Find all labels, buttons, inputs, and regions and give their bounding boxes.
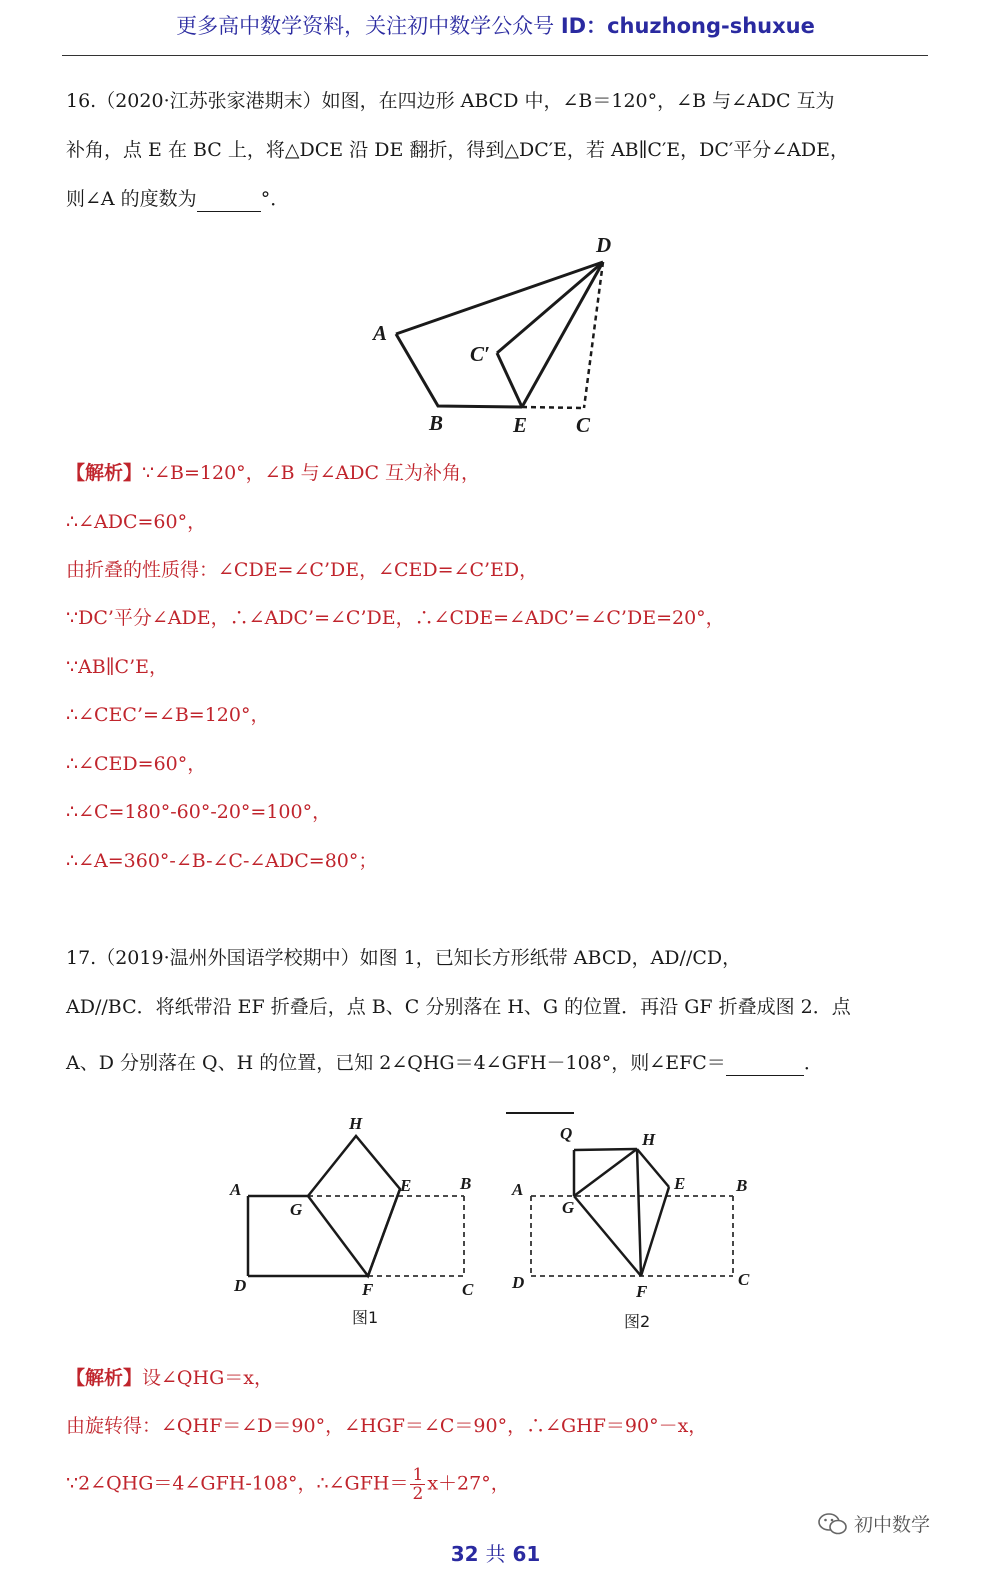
q16-line2: 补角，点 E 在 BC 上，将△DCE 沿 DE 翻折，得到△DC′E，若 AB∥C′E，DC′平分∠ADE， — [66, 139, 849, 161]
sol17-line3 — [66, 1466, 510, 1503]
q16-line1: 16.（2020·江苏张家港期末）如图，在四边形 ABCD 中，∠B＝120°，∠B 与∠ADC 互为 — [66, 90, 835, 112]
q16-label-b: B — [429, 411, 444, 435]
fig2-label-b: B — [736, 1176, 748, 1195]
q16-edge-de — [522, 262, 603, 407]
q17-figure-2 — [500, 1105, 760, 1335]
q17-line3-end: ． — [803, 1052, 823, 1074]
sol16-line7: ∴∠CED=60°， — [66, 753, 207, 775]
page-number — [0, 1538, 991, 1567]
fig2-label-a: A — [512, 1180, 524, 1199]
q16-edge-ec — [522, 407, 584, 408]
fig1-label-d: D — [234, 1276, 247, 1295]
fraction — [410, 1466, 425, 1503]
header-divider — [62, 55, 928, 56]
sol17-l3-post: x＋27°， — [427, 1472, 510, 1495]
sol17-tag: 【解析】 — [66, 1367, 143, 1389]
fig1-label-a: A — [230, 1180, 242, 1199]
fig2-label-c: C — [738, 1270, 750, 1289]
q16-label-a: A — [373, 321, 388, 345]
fraction-denominator: 2 — [412, 1484, 424, 1504]
page-total: 61 — [512, 1542, 541, 1566]
answer-blank — [197, 187, 261, 212]
wechat-icon — [818, 1512, 848, 1536]
q16-edge-dc — [584, 262, 603, 408]
fig2-edge-hf — [637, 1149, 641, 1276]
header-id-label: ID： — [560, 14, 608, 38]
q16-line3-end: °． — [260, 188, 290, 210]
header-id-value: chuzhong-shuxue — [607, 14, 815, 38]
sol16-line4: ∵DC’平分∠ADE，∴∠ADC’=∠C’DE，∴∠CDE=∠ADC’=∠C’DE=20°， — [66, 607, 725, 629]
sol16-tag: 【解析】 — [66, 462, 143, 484]
q16-line3 — [66, 187, 289, 212]
fig1-label-c: C — [462, 1280, 474, 1299]
fig2-label-d: D — [512, 1273, 525, 1292]
fig1-label-g: G — [290, 1200, 303, 1219]
fraction-numerator: 1 — [412, 1465, 424, 1485]
q16-edge-dcp — [497, 262, 603, 353]
page-current: 32 — [450, 1542, 479, 1566]
q16-label-e: E — [513, 413, 528, 437]
sol16-line6: ∴∠CEC’=∠B=120°， — [66, 704, 270, 726]
sol16-line1 — [66, 461, 480, 485]
q17-line1: 17.（2019·温州外国语学校期中）如图 1，已知长方形纸带 ABCD，AD//CD， — [66, 947, 742, 969]
sol16-line5: ∵AB∥C’E， — [66, 656, 168, 678]
q17-figure-1 — [220, 1105, 490, 1335]
fig1-label-b: B — [460, 1174, 472, 1193]
q17-line2: AD//BC．将纸带沿 EF 折叠后，点 B、C 分别落在 H、G 的位置．再沿 GF 折叠成图 2．点 — [66, 996, 851, 1018]
fig1-label-f: F — [362, 1280, 374, 1299]
sol17-l1: 设∠QHG＝x， — [142, 1367, 273, 1389]
sol17-line1 — [66, 1366, 273, 1390]
answer-blank — [726, 1051, 804, 1076]
sol16-line3: 由折叠的性质得：∠CDE=∠C’DE，∠CED=∠C’ED， — [66, 559, 539, 581]
header-text: 更多高中数学资料，关注初中数学公众号 — [176, 14, 555, 38]
fig2-label-f: F — [636, 1282, 648, 1301]
watermark-text: 初中数学 — [854, 1514, 931, 1536]
wechat-watermark — [818, 1510, 930, 1537]
fig1-edge-ef — [368, 1189, 400, 1276]
sol16-line2: ∴∠ADC=60°， — [66, 511, 207, 533]
page-word: 共 — [485, 1542, 506, 1566]
fig2-edge-gh — [574, 1149, 637, 1196]
fig1-caption: 图1 — [352, 1308, 379, 1327]
q17-line3-text: A、D 分别落在 Q、H 的位置，已知 2∠QHG＝4∠GFH－108°，则∠EFC＝ — [66, 1052, 726, 1074]
q16-figure — [360, 232, 630, 442]
q17-line3 — [66, 1051, 823, 1076]
fig1-folded-quad — [308, 1136, 400, 1276]
q16-edge-abe — [396, 334, 522, 407]
q16-label-cp: C′ — [470, 342, 490, 366]
q16-edge-cpe — [497, 353, 522, 407]
fig2-caption: 图2 — [624, 1312, 651, 1331]
fig2-edge-qh — [574, 1149, 637, 1150]
sol16-line9: ∴∠A=360°-∠B-∠C-∠ADC=80°； — [66, 850, 378, 872]
q16-label-c: C — [576, 413, 591, 437]
sol17-line2: 由旋转得：∠QHF＝∠D＝90°，∠HGF＝∠C＝90°，∴∠GHF＝90°－x， — [66, 1415, 708, 1437]
fig2-label-g: G — [562, 1198, 575, 1217]
fig2-label-e: E — [674, 1174, 686, 1193]
q16-edge-ad — [396, 262, 603, 334]
fig2-edge-gf — [574, 1196, 641, 1276]
q16-line3-text: 则∠A 的度数为 — [66, 188, 197, 210]
fig2-label-q: Q — [560, 1124, 573, 1143]
fig1-label-h: H — [349, 1114, 363, 1133]
fig2-edge-ef — [641, 1187, 669, 1276]
page-header — [0, 10, 991, 40]
q16-label-d: D — [596, 233, 612, 257]
sol16-l1: ∵∠B=120°，∠B 与∠ADC 互为补角， — [142, 462, 481, 484]
fig1-label-e: E — [400, 1176, 412, 1195]
fig2-label-h: H — [642, 1130, 656, 1149]
sol17-l3-pre: ∵2∠QHG＝4∠GFH-108°，∴∠GFH＝ — [66, 1472, 409, 1495]
sol16-line8: ∴∠C=180°-60°-20°=100°， — [66, 801, 332, 823]
fig2-edge-he — [637, 1149, 669, 1187]
